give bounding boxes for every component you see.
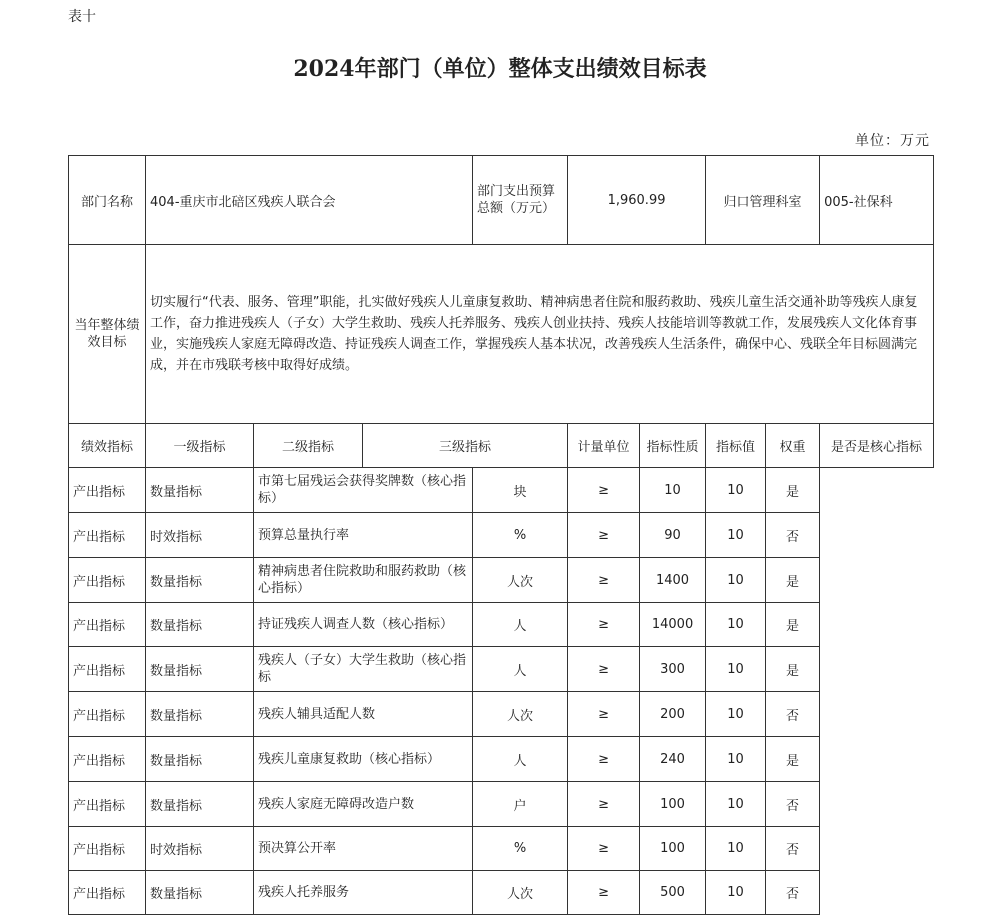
weight-cell: 10 [706,603,766,647]
core-cell: 是 [766,468,820,513]
weight-cell: 10 [706,468,766,513]
level3-cell: 持证残疾人调查人数（核心指标） [254,603,473,647]
weight-cell: 10 [706,871,766,915]
nature-cell: ≥ [568,603,640,647]
value-cell: 500 [640,871,706,915]
level2-cell: 数量指标 [146,871,254,915]
nature-cell: ≥ [568,871,640,915]
value-cell: 10 [640,468,706,513]
value-cell: 90 [640,513,706,558]
indicator-section-label: 绩效指标 [69,424,146,468]
page-title: 2024年部门（单位）整体支出绩效目标表 [293,56,707,82]
header-level3: 三级指标 [363,424,568,468]
value-cell: 14000 [640,603,706,647]
unit-cell: 人次 [473,558,568,603]
office-value: 005-社保科 [820,156,934,245]
core-cell: 否 [766,827,820,871]
unit-cell: 人 [473,737,568,782]
core-cell: 是 [766,647,820,692]
core-cell: 是 [766,737,820,782]
level3-cell: 精神病患者住院救助和服药救助（核心指标） [254,558,473,603]
table-tag: 表十 [68,9,96,25]
unit-cell: 户 [473,782,568,827]
level2-cell: 数量指标 [146,603,254,647]
weight-cell: 10 [706,782,766,827]
level1-cell: 产出指标 [69,468,146,513]
table-row [69,871,934,915]
weight-cell: 10 [706,692,766,737]
table-row [69,782,934,827]
core-cell: 否 [766,692,820,737]
nature-cell: ≥ [568,558,640,603]
nature-cell: ≥ [568,692,640,737]
level2-cell: 时效指标 [146,513,254,558]
level3-cell: 预决算公开率 [254,827,473,871]
level1-cell: 产出指标 [69,513,146,558]
header-unit: 计量单位 [568,424,640,468]
level3-cell: 残疾人家庭无障碍改造户数 [254,782,473,827]
unit-label: 单位：万元 [855,133,930,149]
weight-cell: 10 [706,737,766,782]
header-value: 指标值 [706,424,766,468]
table-row [69,468,934,513]
header-nature: 指标性质 [640,424,706,468]
nature-cell: ≥ [568,827,640,871]
weight-cell: 10 [706,827,766,871]
level2-cell: 数量指标 [146,647,254,692]
table-row [69,558,934,603]
core-cell: 否 [766,513,820,558]
nature-cell: ≥ [568,782,640,827]
nature-cell: ≥ [568,737,640,782]
table-row [69,692,934,737]
level3-cell: 预算总量执行率 [254,513,473,558]
level3-cell: 残疾人辅具适配人数 [254,692,473,737]
level1-cell: 产出指标 [69,692,146,737]
weight-cell: 10 [706,513,766,558]
level1-cell: 产出指标 [69,647,146,692]
header-level1: 一级指标 [146,424,254,468]
dept-name-label: 部门名称 [69,156,146,245]
unit-cell: % [473,513,568,558]
unit-cell: 人 [473,647,568,692]
office-label: 归口管理科室 [706,156,820,245]
value-cell: 100 [640,827,706,871]
level2-cell: 数量指标 [146,558,254,603]
unit-cell: % [473,827,568,871]
unit-cell: 块 [473,468,568,513]
value-cell: 240 [640,737,706,782]
level1-cell: 产出指标 [69,782,146,827]
value-cell: 300 [640,647,706,692]
value-cell: 200 [640,692,706,737]
nature-cell: ≥ [568,647,640,692]
unit-cell: 人 [473,603,568,647]
level1-cell: 产出指标 [69,603,146,647]
level3-cell: 市第七届残运会获得奖牌数（核心指标） [254,468,473,513]
table-row [69,647,934,692]
table-row [69,513,934,558]
core-cell: 是 [766,558,820,603]
dept-name-value: 404-重庆市北碚区残疾人联合会 [146,156,473,245]
level1-cell: 产出指标 [69,558,146,603]
level2-cell: 数量指标 [146,782,254,827]
header-level2: 二级指标 [254,424,363,468]
header-core: 是否是核心指标 [820,424,934,468]
level2-cell: 数量指标 [146,692,254,737]
level1-cell: 产出指标 [69,737,146,782]
value-cell: 1400 [640,558,706,603]
table-row [69,603,934,647]
indicator-header-row [69,424,934,468]
level3-cell: 残疾人托养服务 [254,871,473,915]
header-weight: 权重 [766,424,820,468]
core-cell: 否 [766,782,820,827]
unit-cell: 人次 [473,692,568,737]
level1-cell: 产出指标 [69,871,146,915]
performance-table [68,155,934,915]
budget-value: 1,960.99 [568,156,706,245]
goal-row [69,245,934,424]
table-row [69,827,934,871]
unit-cell: 人次 [473,871,568,915]
level2-cell: 时效指标 [146,827,254,871]
goal-label: 当年整体绩效目标 [69,245,146,424]
info-row [69,156,934,245]
level2-cell: 数量指标 [146,737,254,782]
core-cell: 否 [766,871,820,915]
level3-cell: 残疾人（子女）大学生救助（核心指标 [254,647,473,692]
table-row [69,737,934,782]
goal-text: 切实履行“代表、服务、管理”职能，扎实做好残疾人儿童康复救助、精神病患者住院和服药救助、残疾儿童生活交通补助等残疾人康复工作，奋力推进残疾人（子女）大学生救助、残疾人托养服务、残疾人创业扶持、残疾人技能培训等教就工作，发展残疾人文化体育事业，实施残疾人家庭无障碍改造、持证残疾人调查工作，掌握残疾人基本状况，改善残疾人生活条件，确保中心、残联全年目标圆满完成，并在市残联考核中取得好成绩。 [146,245,934,424]
budget-label: 部门支出预算总额（万元） [473,156,568,245]
weight-cell: 10 [706,558,766,603]
level2-cell: 数量指标 [146,468,254,513]
nature-cell: ≥ [568,513,640,558]
level1-cell: 产出指标 [69,827,146,871]
weight-cell: 10 [706,647,766,692]
core-cell: 是 [766,603,820,647]
nature-cell: ≥ [568,468,640,513]
value-cell: 100 [640,782,706,827]
level3-cell: 残疾儿童康复救助（核心指标） [254,737,473,782]
